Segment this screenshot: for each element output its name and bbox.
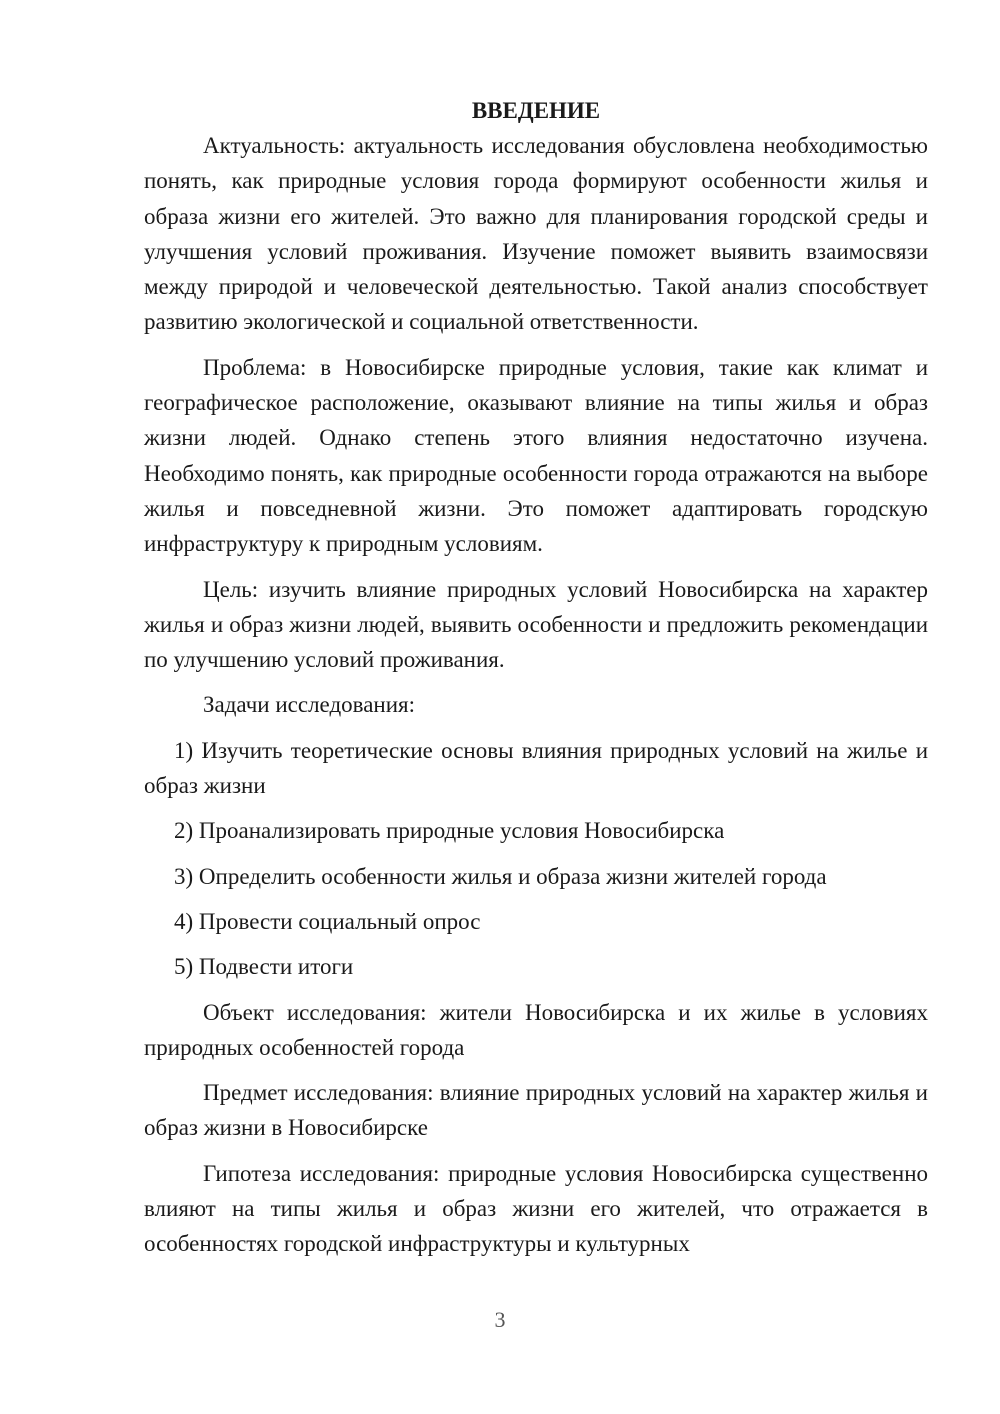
paragraph-relevance: Актуальность: актуальность исследования обусловлена необходимостью понять, как природные условия города формируют особенности жилья и образа жизни его жителей. Это важно для планирования городской среды и улучшения условий проживания. Изучение поможет выявить взаимосвязи между природой и человеческой деятельностью. Такой анализ способствует развитию экологической и социальной ответственности. <box>144 133 928 335</box>
task-item-2: 2) Проанализировать природные условия Новосибирска <box>174 818 725 844</box>
paragraph-subject: Предмет исследования: влияние природных условий на характер жилья и образ жизни в Новосибирске <box>144 1080 928 1141</box>
task-item-4: 4) Провести социальный опрос <box>174 908 481 934</box>
document-page <box>144 93 928 1272</box>
task-item-3: 3) Определить особенности жилья и образа жизни жителей города <box>174 863 827 889</box>
task-item-5: 5) Подвести итоги <box>174 954 354 980</box>
paragraph-problem: Проблема: в Новосибирске природные условия, такие как климат и географическое расположение, оказывают влияние на типы жилья и образ жизни людей. Однако степень этого влияния недостаточно изучена. Необходимо понять, как природные особенности города отражаются на выборе жилья и повседневной жизни. Это поможет адаптировать городскую инфраструктуру к природным условиям. <box>144 354 928 557</box>
paragraph-goal: Цель: изучить влияние природных условий Новосибирска на характер жилья и образ жизни людей, выявить особенности и предложить рекомендации по улучшению условий проживания. <box>144 576 928 673</box>
task-item-1: 1) Изучить теоретические основы влияния природных условий на жилье и образ жизни <box>144 737 928 799</box>
tasks-heading: Задачи исследования: <box>203 692 416 718</box>
paragraph-hypothesis: Гипотеза исследования: природные условия Новосибирска существенно влияют на типы жилья и образ жизни его жителей, что отражается в особенностях городской инфраструктуры и культурных <box>144 1160 928 1257</box>
page-number: 3 <box>494 1307 506 1332</box>
paragraph-object: Объект исследования: жители Новосибирска и их жилье в условиях природных особенностей города <box>144 999 928 1060</box>
section-title: ВВЕДЕНИЕ <box>471 98 601 123</box>
